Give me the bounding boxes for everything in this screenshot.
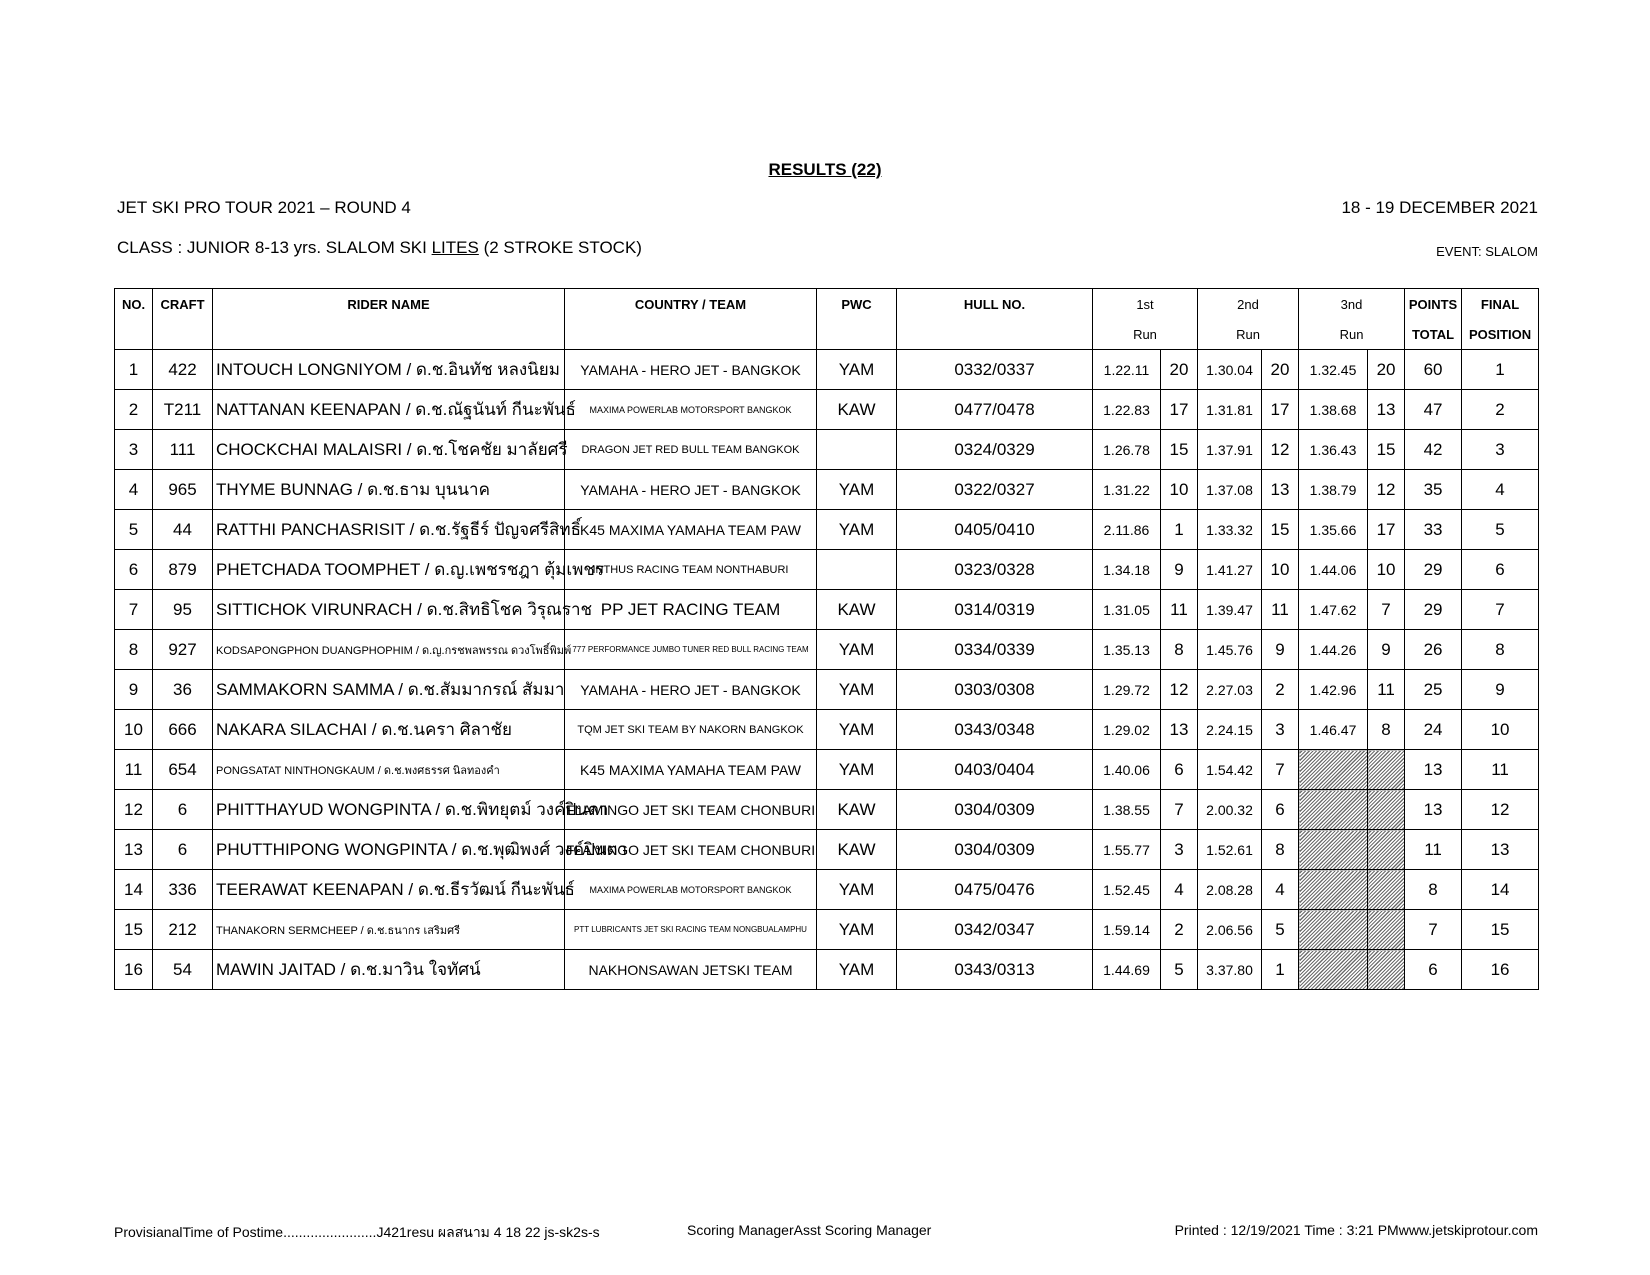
cell-points-total: 25 bbox=[1405, 670, 1462, 710]
cell-country-team: 777 PERFORMANCE JUMBO TUNER RED BULL RACING TEAM bbox=[565, 630, 817, 670]
cell-run2-time: 3.37.80 bbox=[1198, 950, 1262, 990]
cell-run2-points: 13 bbox=[1262, 470, 1299, 510]
header-points-total: TOTAL bbox=[1405, 319, 1462, 350]
cell-run3-points bbox=[1368, 790, 1405, 830]
cell-run1-points: 13 bbox=[1161, 710, 1198, 750]
cell-hull-no: 0303/0308 bbox=[897, 670, 1093, 710]
cell-rider-name: INTOUCH LONGNIYOM / ด.ช.อินทัช หลงนิยม bbox=[213, 350, 565, 390]
cell-run1-points: 17 bbox=[1161, 390, 1198, 430]
header-final-position: POSITION bbox=[1462, 319, 1539, 350]
cell-final-position: 12 bbox=[1462, 790, 1539, 830]
cell-rider-name: CHOCKCHAI MALAISRI / ด.ช.โชคชัย มาลัยศรี bbox=[213, 430, 565, 470]
cell-rider-name: RATTHI PANCHASRISIT / ด.ช.รัฐธีร์ ปัญจศรีสิทธิ์ bbox=[213, 510, 565, 550]
cell-final-position: 9 bbox=[1462, 670, 1539, 710]
cell-craft: 44 bbox=[153, 510, 213, 550]
cell-rider-name: PHITTHAYUD WONGPINTA / ด.ช.พิทยุตม์ วงค์ปินตา bbox=[213, 790, 565, 830]
cell-hull-no: 0314/0319 bbox=[897, 590, 1093, 630]
header-pwc: PWC bbox=[817, 289, 897, 320]
cell-run1-time: 1.22.83 bbox=[1093, 390, 1161, 430]
header-row-bottom bbox=[115, 319, 1539, 350]
cell-run2-time: 1.30.04 bbox=[1198, 350, 1262, 390]
cell-run3-points: 13 bbox=[1368, 390, 1405, 430]
cell-run2-time: 1.39.47 bbox=[1198, 590, 1262, 630]
event-name: JET SKI PRO TOUR 2021 – ROUND 4 bbox=[117, 198, 411, 217]
cell-points-total: 47 bbox=[1405, 390, 1462, 430]
cell-run3-time: 1.47.62 bbox=[1299, 590, 1368, 630]
cell-rider-name: PHUTTHIPONG WONGPINTA / ด.ช.พุฒิพงศ์ วงค์ปินตา bbox=[213, 830, 565, 870]
cell-points-total: 13 bbox=[1405, 790, 1462, 830]
results-title: RESULTS (22) bbox=[768, 160, 882, 179]
cell-run3-time: 1.38.68 bbox=[1299, 390, 1368, 430]
cell-rider-name: SITTICHOK VIRUNRACH / ด.ช.สิทธิโชค วิรุณราช bbox=[213, 590, 565, 630]
cell-points-total: 24 bbox=[1405, 710, 1462, 750]
cell-pwc: YAM bbox=[817, 710, 897, 750]
cell-run2-time: 2.27.03 bbox=[1198, 670, 1262, 710]
cell-run1-points: 9 bbox=[1161, 550, 1198, 590]
class-prefix: CLASS : JUNIOR 8-13 yrs. SLALOM SKI bbox=[117, 238, 432, 257]
cell-run2-points: 17 bbox=[1262, 390, 1299, 430]
cell-run3-points bbox=[1368, 950, 1405, 990]
cell-no: 6 bbox=[115, 550, 153, 590]
cell-run1-time: 1.29.72 bbox=[1093, 670, 1161, 710]
cell-hull-no: 0322/0327 bbox=[897, 470, 1093, 510]
cell-run2-points: 7 bbox=[1262, 750, 1299, 790]
cell-run3-points: 20 bbox=[1368, 350, 1405, 390]
cell-run1-time: 1.35.13 bbox=[1093, 630, 1161, 670]
cell-pwc: YAM bbox=[817, 910, 897, 950]
cell-craft: 879 bbox=[153, 550, 213, 590]
cell-run2-time: 1.31.81 bbox=[1198, 390, 1262, 430]
cell-no: 15 bbox=[115, 910, 153, 950]
cell-hull-no: 0343/0313 bbox=[897, 950, 1093, 990]
results-body bbox=[115, 350, 1539, 990]
cell-run3-points: 8 bbox=[1368, 710, 1405, 750]
cell-pwc: YAM bbox=[817, 870, 897, 910]
cell-run3-points: 11 bbox=[1368, 670, 1405, 710]
cell-run1-points: 15 bbox=[1161, 430, 1198, 470]
cell-run2-points: 12 bbox=[1262, 430, 1299, 470]
cell-craft: 111 bbox=[153, 430, 213, 470]
table-row bbox=[115, 630, 1539, 670]
class-line bbox=[117, 238, 642, 258]
cell-no: 7 bbox=[115, 590, 153, 630]
header-run2-sub: Run bbox=[1198, 319, 1299, 350]
cell-craft: 95 bbox=[153, 590, 213, 630]
cell-run1-time: 1.31.22 bbox=[1093, 470, 1161, 510]
header-no: NO. bbox=[115, 289, 153, 320]
cell-run3-time: 1.32.45 bbox=[1299, 350, 1368, 390]
cell-rider-name: TEERAWAT KEENAPAN / ด.ช.ธีรวัฒน์ กีนะพันธ์ bbox=[213, 870, 565, 910]
cell-hull-no: 0403/0404 bbox=[897, 750, 1093, 790]
cell-final-position: 2 bbox=[1462, 390, 1539, 430]
table-row bbox=[115, 430, 1539, 470]
cell-run1-time: 2.11.86 bbox=[1093, 510, 1161, 550]
header-points: POINTS bbox=[1405, 289, 1462, 320]
cell-country-team: FLAMINGO JET SKI TEAM CHONBURI bbox=[565, 790, 817, 830]
header-run1: 1st bbox=[1093, 289, 1198, 320]
footer-provisional: ProvisianalTime of Postime........................J421resu ผลสนาม 4 18 22 js-sk2s-s bbox=[114, 1224, 600, 1240]
cell-run2-points: 10 bbox=[1262, 550, 1299, 590]
cell-run3-time: 1.36.43 bbox=[1299, 430, 1368, 470]
cell-points-total: 26 bbox=[1405, 630, 1462, 670]
cell-rider-name: SAMMAKORN SAMMA / ด.ช.สัมมากรณ์ สัมมา bbox=[213, 670, 565, 710]
cell-pwc bbox=[817, 430, 897, 470]
cell-run3-time bbox=[1299, 830, 1368, 870]
cell-run1-points: 2 bbox=[1161, 910, 1198, 950]
cell-no: 13 bbox=[115, 830, 153, 870]
cell-run3-time bbox=[1299, 950, 1368, 990]
cell-pwc: YAM bbox=[817, 470, 897, 510]
cell-points-total: 29 bbox=[1405, 550, 1462, 590]
cell-run1-points: 6 bbox=[1161, 750, 1198, 790]
header-run1-sub: Run bbox=[1093, 319, 1198, 350]
cell-points-total: 7 bbox=[1405, 910, 1462, 950]
cell-run2-time: 1.37.91 bbox=[1198, 430, 1262, 470]
cell-craft: 666 bbox=[153, 710, 213, 750]
cell-rider-name: THANAKORN SERMCHEEP / ด.ช.ธนากร เสริมศรี bbox=[213, 910, 565, 950]
cell-run2-points: 4 bbox=[1262, 870, 1299, 910]
cell-country-team: K45 MAXIMA YAMAHA TEAM PAW bbox=[565, 510, 817, 550]
table-row bbox=[115, 750, 1539, 790]
cell-pwc: YAM bbox=[817, 670, 897, 710]
cell-points-total: 13 bbox=[1405, 750, 1462, 790]
cell-points-total: 42 bbox=[1405, 430, 1462, 470]
cell-final-position: 6 bbox=[1462, 550, 1539, 590]
cell-run1-points: 20 bbox=[1161, 350, 1198, 390]
cell-hull-no: 0304/0309 bbox=[897, 830, 1093, 870]
class-underlined: LITES bbox=[431, 238, 479, 257]
cell-run2-time: 1.52.61 bbox=[1198, 830, 1262, 870]
cell-run3-points bbox=[1368, 910, 1405, 950]
cell-run2-points: 6 bbox=[1262, 790, 1299, 830]
cell-hull-no: 0323/0328 bbox=[897, 550, 1093, 590]
cell-run3-time bbox=[1299, 750, 1368, 790]
cell-run1-points: 10 bbox=[1161, 470, 1198, 510]
cell-hull-no: 0304/0309 bbox=[897, 790, 1093, 830]
cell-pwc: KAW bbox=[817, 590, 897, 630]
cell-country-team: PTT LUBRICANTS JET SKI RACING TEAM NONGBUALAMPHU bbox=[565, 910, 817, 950]
cell-run1-points: 5 bbox=[1161, 950, 1198, 990]
cell-final-position: 15 bbox=[1462, 910, 1539, 950]
cell-country-team: K45 MAXIMA YAMAHA TEAM PAW bbox=[565, 750, 817, 790]
cell-run1-points: 12 bbox=[1161, 670, 1198, 710]
results-table bbox=[114, 288, 1539, 990]
cell-run2-time: 2.00.32 bbox=[1198, 790, 1262, 830]
cell-no: 16 bbox=[115, 950, 153, 990]
cell-pwc: YAM bbox=[817, 510, 897, 550]
cell-run1-time: 1.52.45 bbox=[1093, 870, 1161, 910]
table-row bbox=[115, 950, 1539, 990]
cell-hull-no: 0334/0339 bbox=[897, 630, 1093, 670]
cell-pwc: YAM bbox=[817, 950, 897, 990]
cell-points-total: 6 bbox=[1405, 950, 1462, 990]
table-row bbox=[115, 710, 1539, 750]
cell-rider-name: PONGSATAT NINTHONGKAUM / ด.ช.พงศธรรศ นิลทองคำ bbox=[213, 750, 565, 790]
cell-no: 10 bbox=[115, 710, 153, 750]
header-row-top bbox=[115, 289, 1539, 320]
cell-pwc: YAM bbox=[817, 630, 897, 670]
cell-craft: 965 bbox=[153, 470, 213, 510]
cell-pwc: KAW bbox=[817, 830, 897, 870]
cell-run3-points: 15 bbox=[1368, 430, 1405, 470]
header-final: FINAL bbox=[1462, 289, 1539, 320]
cell-run2-points: 11 bbox=[1262, 590, 1299, 630]
cell-no: 1 bbox=[115, 350, 153, 390]
header-pwc-cont bbox=[817, 319, 897, 350]
cell-country-team: YAMAHA - HERO JET - BANGKOK bbox=[565, 670, 817, 710]
cell-run2-time: 2.08.28 bbox=[1198, 870, 1262, 910]
cell-points-total: 35 bbox=[1405, 470, 1462, 510]
footer-scoring-manager: Scoring ManagerAsst Scoring Manager bbox=[687, 1222, 932, 1238]
cell-rider-name: THYME BUNNAG / ด.ช.ธาม บุนนาค bbox=[213, 470, 565, 510]
cell-run3-time: 1.35.66 bbox=[1299, 510, 1368, 550]
cell-run1-time: 1.38.55 bbox=[1093, 790, 1161, 830]
cell-no: 11 bbox=[115, 750, 153, 790]
table-row bbox=[115, 350, 1539, 390]
cell-run3-time: 1.38.79 bbox=[1299, 470, 1368, 510]
cell-run2-time: 1.37.08 bbox=[1198, 470, 1262, 510]
table-row bbox=[115, 670, 1539, 710]
cell-final-position: 3 bbox=[1462, 430, 1539, 470]
header-country-team: COUNTRY / TEAM bbox=[565, 289, 817, 320]
cell-run2-points: 20 bbox=[1262, 350, 1299, 390]
header-hull-no: HULL NO. bbox=[897, 289, 1093, 320]
header-craft: CRAFT bbox=[153, 289, 213, 320]
cell-country-team: DRAGON JET RED BULL TEAM BANGKOK bbox=[565, 430, 817, 470]
cell-points-total: 8 bbox=[1405, 870, 1462, 910]
cell-run3-time bbox=[1299, 910, 1368, 950]
cell-final-position: 13 bbox=[1462, 830, 1539, 870]
cell-run3-time: 1.42.96 bbox=[1299, 670, 1368, 710]
cell-run2-time: 1.45.76 bbox=[1198, 630, 1262, 670]
cell-no: 2 bbox=[115, 390, 153, 430]
cell-no: 3 bbox=[115, 430, 153, 470]
header-no-cont bbox=[115, 319, 153, 350]
cell-rider-name: NATTANAN KEENAPAN / ด.ช.ณัฐนันท์ กีนะพันธ์ bbox=[213, 390, 565, 430]
cell-run1-points: 7 bbox=[1161, 790, 1198, 830]
cell-run1-points: 3 bbox=[1161, 830, 1198, 870]
cell-run2-points: 3 bbox=[1262, 710, 1299, 750]
cell-points-total: 33 bbox=[1405, 510, 1462, 550]
cell-country-team: YAMAHA - HERO JET - BANGKOK bbox=[565, 350, 817, 390]
cell-final-position: 11 bbox=[1462, 750, 1539, 790]
cell-run3-points: 9 bbox=[1368, 630, 1405, 670]
cell-run2-time: 1.41.27 bbox=[1198, 550, 1262, 590]
cell-final-position: 10 bbox=[1462, 710, 1539, 750]
cell-country-team: YAMAHA - HERO JET - BANGKOK bbox=[565, 470, 817, 510]
cell-hull-no: 0324/0329 bbox=[897, 430, 1093, 470]
cell-run3-points: 12 bbox=[1368, 470, 1405, 510]
cell-craft: 36 bbox=[153, 670, 213, 710]
cell-hull-no: 0343/0348 bbox=[897, 710, 1093, 750]
cell-country-team: MAXIMA POWERLAB MOTORSPORT BANGKOK bbox=[565, 870, 817, 910]
cell-pwc: YAM bbox=[817, 350, 897, 390]
cell-run1-time: 1.44.69 bbox=[1093, 950, 1161, 990]
cell-run1-time: 1.34.18 bbox=[1093, 550, 1161, 590]
cell-run3-points bbox=[1368, 870, 1405, 910]
cell-run1-points: 11 bbox=[1161, 590, 1198, 630]
cell-no: 14 bbox=[115, 870, 153, 910]
cell-rider-name: KODSAPONGPHON DUANGPHOPHIM / ด.ญ.กรชพลพรรณ ดวงโพธิ์พิมพ์ bbox=[213, 630, 565, 670]
cell-points-total: 60 bbox=[1405, 350, 1462, 390]
cell-run2-points: 2 bbox=[1262, 670, 1299, 710]
header-rider-name: RIDER NAME bbox=[213, 289, 565, 320]
cell-rider-name: MAWIN JAITAD / ด.ช.มาวิน ใจทัศน์ bbox=[213, 950, 565, 990]
cell-craft: 6 bbox=[153, 830, 213, 870]
cell-run3-time bbox=[1299, 870, 1368, 910]
cell-no: 4 bbox=[115, 470, 153, 510]
cell-final-position: 8 bbox=[1462, 630, 1539, 670]
cell-final-position: 14 bbox=[1462, 870, 1539, 910]
cell-craft: 336 bbox=[153, 870, 213, 910]
header-hull-cont bbox=[897, 319, 1093, 350]
cell-no: 12 bbox=[115, 790, 153, 830]
event-type: EVENT: SLALOM bbox=[1436, 244, 1538, 259]
table-row bbox=[115, 550, 1539, 590]
header-rider-cont bbox=[213, 319, 565, 350]
table-row bbox=[115, 790, 1539, 830]
cell-run1-points: 1 bbox=[1161, 510, 1198, 550]
cell-run3-time bbox=[1299, 790, 1368, 830]
cell-craft: T211 bbox=[153, 390, 213, 430]
table-row bbox=[115, 910, 1539, 950]
cell-pwc: KAW bbox=[817, 390, 897, 430]
cell-pwc: KAW bbox=[817, 790, 897, 830]
cell-run3-points: 17 bbox=[1368, 510, 1405, 550]
cell-run2-time: 1.33.32 bbox=[1198, 510, 1262, 550]
cell-run2-points: 1 bbox=[1262, 950, 1299, 990]
header-run3-sub: Run bbox=[1299, 319, 1405, 350]
table-row bbox=[115, 390, 1539, 430]
cell-country-team: NAKHONSAWAN JETSKI TEAM bbox=[565, 950, 817, 990]
cell-hull-no: 0477/0478 bbox=[897, 390, 1093, 430]
cell-craft: 422 bbox=[153, 350, 213, 390]
class-suffix: (2 STROKE STOCK) bbox=[478, 238, 642, 257]
cell-country-team: FLAMINGO JET SKI TEAM CHONBURI bbox=[565, 830, 817, 870]
cell-run1-time: 1.31.05 bbox=[1093, 590, 1161, 630]
table-row bbox=[115, 830, 1539, 870]
cell-final-position: 4 bbox=[1462, 470, 1539, 510]
cell-country-team: PP JET RACING TEAM bbox=[565, 590, 817, 630]
cell-craft: 212 bbox=[153, 910, 213, 950]
cell-final-position: 16 bbox=[1462, 950, 1539, 990]
cell-run1-points: 4 bbox=[1161, 870, 1198, 910]
cell-no: 8 bbox=[115, 630, 153, 670]
cell-run2-time: 2.24.15 bbox=[1198, 710, 1262, 750]
cell-no: 9 bbox=[115, 670, 153, 710]
cell-run2-time: 2.06.56 bbox=[1198, 910, 1262, 950]
cell-country-team: MAXIMA POWERLAB MOTORSPORT BANGKOK bbox=[565, 390, 817, 430]
cell-final-position: 5 bbox=[1462, 510, 1539, 550]
cell-no: 5 bbox=[115, 510, 153, 550]
header-team-cont bbox=[565, 319, 817, 350]
cell-run3-time: 1.46.47 bbox=[1299, 710, 1368, 750]
cell-craft: 927 bbox=[153, 630, 213, 670]
header-run2: 2nd bbox=[1198, 289, 1299, 320]
cell-run2-time: 1.54.42 bbox=[1198, 750, 1262, 790]
header-craft-cont bbox=[153, 319, 213, 350]
table-row bbox=[115, 470, 1539, 510]
cell-country-team: INTHUS RACING TEAM NONTHABURI bbox=[565, 550, 817, 590]
cell-run2-points: 9 bbox=[1262, 630, 1299, 670]
cell-run3-time: 1.44.06 bbox=[1299, 550, 1368, 590]
cell-run1-time: 1.59.14 bbox=[1093, 910, 1161, 950]
cell-rider-name: NAKARA SILACHAI / ด.ช.นครา ศิลาชัย bbox=[213, 710, 565, 750]
cell-final-position: 1 bbox=[1462, 350, 1539, 390]
cell-country-team: TQM JET SKI TEAM BY NAKORN BANGKOK bbox=[565, 710, 817, 750]
cell-run1-points: 8 bbox=[1161, 630, 1198, 670]
cell-run2-points: 8 bbox=[1262, 830, 1299, 870]
cell-run1-time: 1.26.78 bbox=[1093, 430, 1161, 470]
cell-points-total: 11 bbox=[1405, 830, 1462, 870]
cell-run3-time: 1.44.26 bbox=[1299, 630, 1368, 670]
header-run3: 3nd bbox=[1299, 289, 1405, 320]
cell-pwc bbox=[817, 550, 897, 590]
cell-run3-points bbox=[1368, 830, 1405, 870]
cell-run1-time: 1.40.06 bbox=[1093, 750, 1161, 790]
cell-hull-no: 0332/0337 bbox=[897, 350, 1093, 390]
cell-craft: 6 bbox=[153, 790, 213, 830]
cell-pwc: YAM bbox=[817, 750, 897, 790]
cell-run2-points: 15 bbox=[1262, 510, 1299, 550]
cell-run1-time: 1.55.77 bbox=[1093, 830, 1161, 870]
cell-run3-points: 10 bbox=[1368, 550, 1405, 590]
cell-hull-no: 0475/0476 bbox=[897, 870, 1093, 910]
cell-run3-points bbox=[1368, 750, 1405, 790]
table-row bbox=[115, 590, 1539, 630]
cell-run2-points: 5 bbox=[1262, 910, 1299, 950]
event-date: 18 - 19 DECEMBER 2021 bbox=[1341, 198, 1538, 217]
cell-run1-time: 1.29.02 bbox=[1093, 710, 1161, 750]
table-row bbox=[115, 510, 1539, 550]
cell-hull-no: 0342/0347 bbox=[897, 910, 1093, 950]
cell-final-position: 7 bbox=[1462, 590, 1539, 630]
cell-points-total: 29 bbox=[1405, 590, 1462, 630]
table-row bbox=[115, 870, 1539, 910]
cell-run3-points: 7 bbox=[1368, 590, 1405, 630]
cell-craft: 654 bbox=[153, 750, 213, 790]
footer-printed: Printed : 12/19/2021 Time : 3:21 PMwww.jetskiprotour.com bbox=[1174, 1222, 1538, 1238]
cell-craft: 54 bbox=[153, 950, 213, 990]
cell-run1-time: 1.22.11 bbox=[1093, 350, 1161, 390]
cell-hull-no: 0405/0410 bbox=[897, 510, 1093, 550]
cell-rider-name: PHETCHADA TOOMPHET / ด.ญ.เพชรชฎา ตุ้มเพชร bbox=[213, 550, 565, 590]
